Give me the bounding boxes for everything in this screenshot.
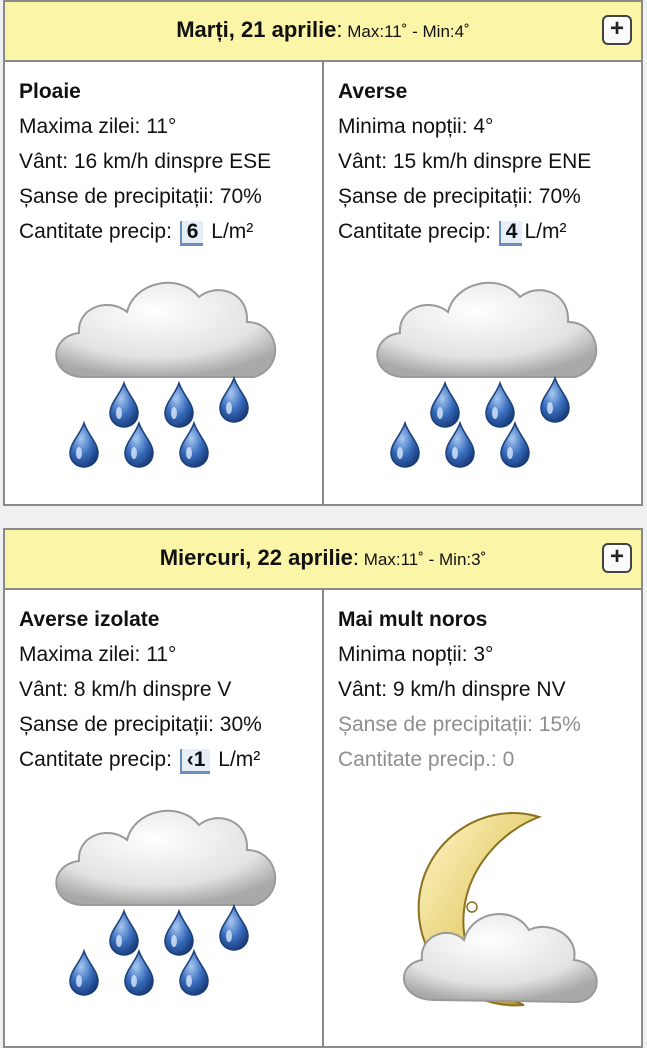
precip-quantity-label: Cantitate precip: [338,220,491,243]
forecast-day-card [3,0,643,506]
precip-quantity [338,219,643,254]
precip-quantity-label: Cantitate precip: [19,748,172,771]
precip-unit: L/m² [524,220,567,243]
wind-info: Vânt: 15 km/h dinspre ENE [338,150,592,173]
precip-quantity-label: Cantitate precip: [19,220,172,243]
min-temperature: Minima nopții: 3° [338,643,494,666]
precip-unit: L/m² [218,748,261,771]
rain-cloud-icon [39,795,299,1015]
wind-info: Vânt: 9 km/h dinspre NV [338,678,566,701]
max-min-summary: Max:11˚ - Min:4˚ [342,22,470,41]
condition-title: Mai mult noros [338,608,488,631]
rain-cloud-icon [39,267,299,487]
max-temperature: Maxima zilei: 11° [19,115,177,138]
day-period-column [5,62,324,504]
expand-button[interactable]: + [602,543,632,573]
precip-quantity-value: 6 [180,221,204,246]
night-period-column [324,62,643,504]
precip-chance: Șanse de precipitații: 15% [338,713,581,736]
wind-info: Vânt: 16 km/h dinspre ESE [19,150,272,173]
max-temperature: Maxima zilei: 11° [19,643,177,666]
precip-quantity [19,219,322,254]
expand-button[interactable]: + [602,15,632,45]
header-separator: : [352,545,360,570]
precip-unit: L/m² [211,220,254,243]
precip-quantity: Cantitate precip.: 0 [338,748,515,771]
header-separator: : [336,17,343,42]
day-period-column [5,590,324,1046]
condition-title: Ploaie [19,80,81,103]
day-header[interactable] [5,530,641,590]
min-temperature: Minima nopții: 4° [338,115,494,138]
precip-chance: Șanse de precipitații: 70% [338,185,581,208]
forecast-day-card [3,528,643,1048]
condition-title: Averse izolate [19,608,160,631]
precip-chance: Șanse de precipitații: 30% [19,713,262,736]
day-date: Marți, 21 aprilie [176,17,337,42]
wind-info: Vânt: 8 km/h dinspre V [19,678,232,701]
rain-cloud-icon [360,267,620,487]
precip-quantity [19,747,322,782]
night-period-column [324,590,643,1046]
day-header[interactable] [5,2,641,62]
moon-cloud-icon [364,795,624,1035]
day-date: Miercuri, 22 aprilie [159,545,353,570]
precip-chance: Șanse de precipitații: 70% [19,185,262,208]
precip-quantity-value: ‹1 [180,749,211,774]
max-min-summary: Max:11˚ - Min:3˚ [359,550,487,569]
precip-quantity-value: 4 [499,221,523,246]
condition-title: Averse [338,80,408,103]
